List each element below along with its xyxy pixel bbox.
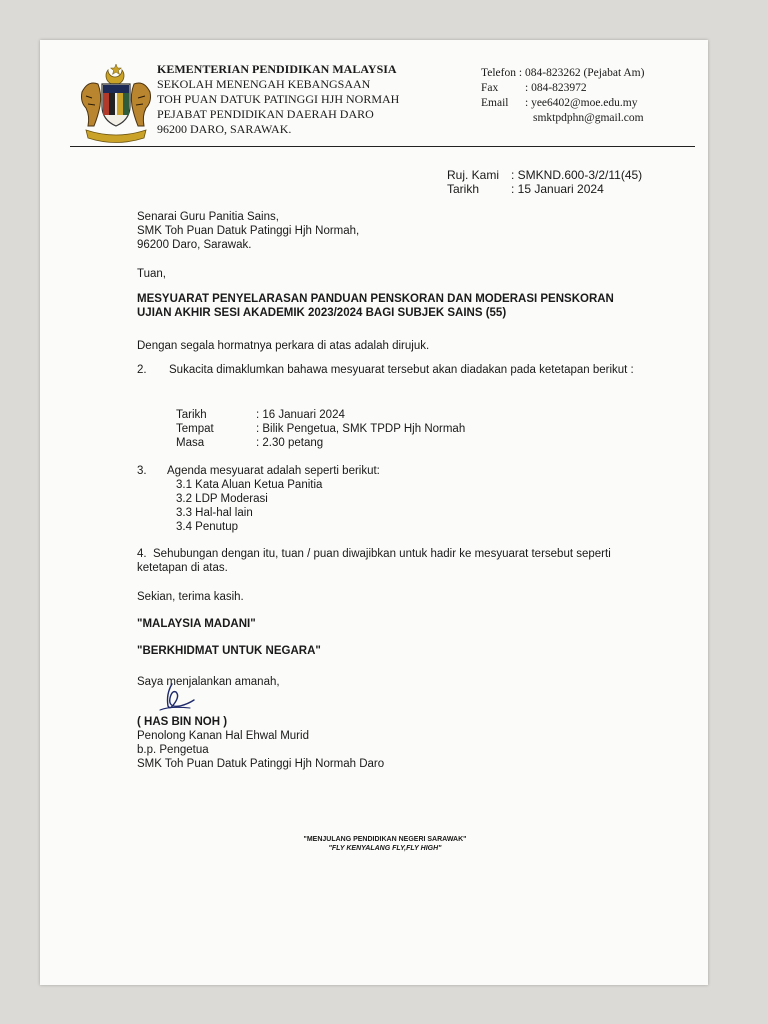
header-divider (70, 146, 695, 147)
paragraph-number: 2. (137, 364, 147, 376)
letter-title: MESYUARAT PENYELARASAN PANDUAN PENSKORAN DAN MODERASI PENSKORAN UJIAN AKHIR SESI AKADEMIK 2023/2024 BAGI SUBJEK SAINS (55) (137, 293, 614, 319)
paragraph-text: Sukacita dimaklumkan bahawa mesyuarat tersebut akan diadakan pada ketetapan berikut : (169, 364, 634, 376)
coat-of-arms-icon (76, 62, 156, 152)
letter-page (40, 40, 708, 985)
date-label: Tarikh (447, 182, 480, 196)
detail-label: Tarikh (176, 409, 207, 421)
school-header (157, 62, 399, 137)
paragraph-text: Agenda mesyuarat adalah seperti berikut: (167, 465, 380, 477)
slogan-berkhidmat: "BERKHIDMAT UNTUK NEGARA" (137, 645, 321, 657)
telephone-label: Telefon : (481, 67, 523, 79)
slogan-madani: "MALAYSIA MADANI" (137, 618, 256, 630)
signature-icon (158, 680, 198, 716)
ruj-value: : SMKND.600-3/2/11(45) (511, 168, 643, 182)
closing-remark: Sekian, terima kasih. (137, 591, 244, 603)
agenda-item: 3.4 Penutup (176, 521, 239, 533)
paragraph-3 (137, 464, 380, 478)
detail-label: Tempat (176, 423, 214, 435)
district-office: PEJABAT PENDIDIKAN DAERAH DARO (157, 107, 374, 121)
paragraph-1: Dengan segala hormatnya perkara di atas adalah dirujuk. (137, 340, 430, 352)
school-type: SEKOLAH MENENGAH KEBANGSAAN (157, 77, 371, 91)
recipient-address (137, 210, 359, 252)
detail-label: Masa (176, 437, 205, 449)
motto-line-2: "FLY KENYALANG FLY,FLY HIGH" (328, 845, 442, 852)
agenda-item: 3.2 LDP Moderasi (176, 493, 268, 505)
meeting-details (176, 408, 465, 450)
date-value: : 15 Januari 2024 (511, 182, 604, 196)
ruj-label: Ruj. Kami (447, 168, 500, 182)
school-name: TOH PUAN DATUK PATINGGI HJH NORMAH (157, 92, 400, 106)
salutation: Tuan, (137, 268, 166, 280)
fax-label: Fax (481, 82, 499, 94)
detail-value: : 16 Januari 2024 (256, 409, 345, 421)
reference-block (447, 168, 642, 196)
detail-value: : Bilik Pengetua, SMK TPDP Hjh Normah (256, 423, 466, 435)
contact-info (481, 66, 644, 126)
recipient-line: Senarai Guru Panitia Sains, (137, 211, 279, 223)
saya-menjalankan: Saya menjalankan amanah, (137, 676, 280, 688)
fax-value: : 084-823972 (525, 82, 587, 94)
ministry-name: KEMENTERIAN PENDIDIKAN MALAYSIA (157, 62, 397, 76)
paragraph-text: Sehubungan dengan itu, tuan / puan diwajibkan untuk hadir ke mesyuarat tersebut seperti ketetapan di atas. (137, 548, 611, 574)
agenda-item: 3.3 Hal-hal lain (176, 507, 253, 519)
position-line: b.p. Pengetua (137, 744, 209, 756)
email-value-2: smktpdphn@gmail.com (533, 112, 644, 124)
paragraph-number: 4. (137, 548, 147, 560)
paragraph-number: 3. (137, 465, 147, 477)
agenda-list (176, 478, 322, 534)
signatory-name: ( HAS BIN NOH ) (137, 716, 228, 728)
email-value-1: : yee6402@moe.edu.my (525, 97, 638, 109)
paragraph-4 (137, 547, 647, 575)
detail-value: : 2.30 petang (256, 437, 324, 449)
email-label: Email (481, 97, 509, 109)
agenda-item: 3.1 Kata Aluan Ketua Panitia (176, 479, 323, 491)
motto-line-1: "MENJULANG PENDIDIKAN NEGERI SARAWAK" (303, 836, 467, 843)
recipient-line: 96200 Daro, Sarawak. (137, 239, 252, 251)
position-line: Penolong Kanan Hal Ehwal Murid (137, 730, 309, 742)
signatory-position (137, 729, 384, 771)
telephone-value: 084-823262 (Pejabat Am) (525, 67, 645, 79)
motto-footer (240, 835, 530, 853)
position-line: SMK Toh Puan Datuk Patinggi Hjh Normah Daro (137, 758, 385, 770)
recipient-line: SMK Toh Puan Datuk Patinggi Hjh Normah, (137, 225, 360, 237)
paragraph-2 (137, 363, 637, 377)
school-address: 96200 DARO, SARAWAK. (157, 122, 292, 136)
